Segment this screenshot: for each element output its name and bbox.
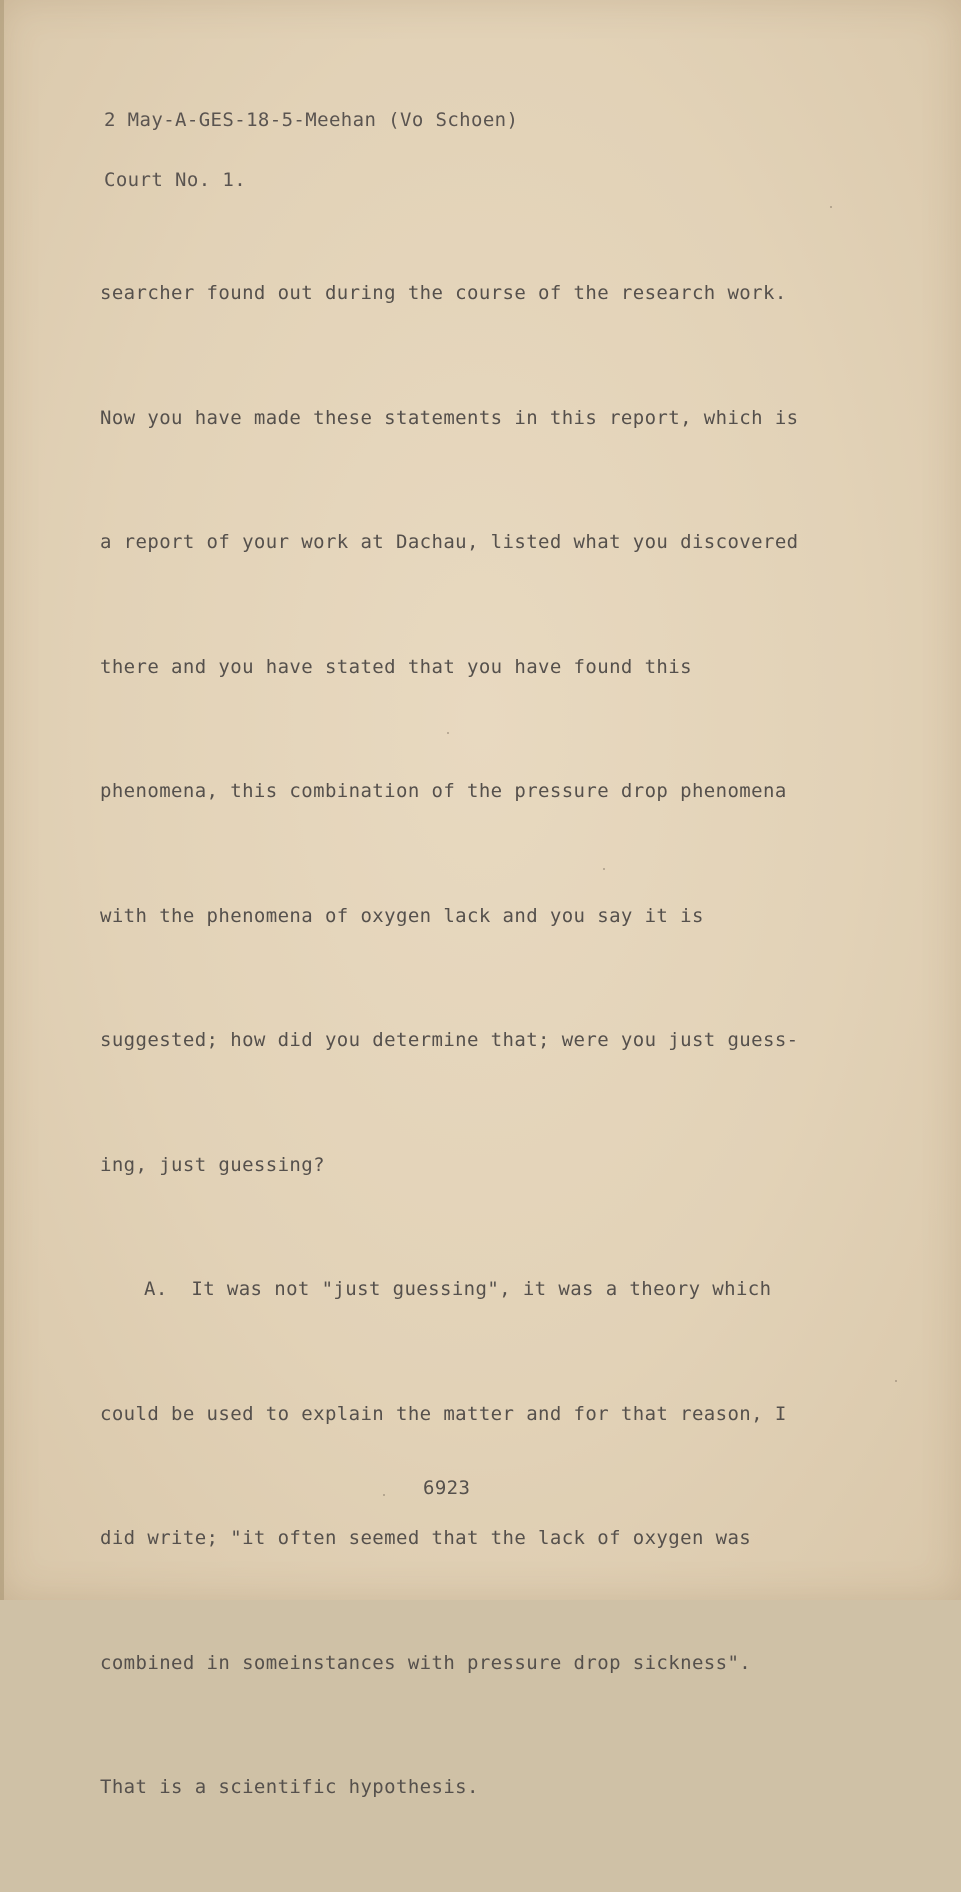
transcript-line: with the phenomena of oxygen lack and you say it is <box>100 904 704 927</box>
paper-speck <box>603 868 605 870</box>
transcript-line: a report of your work at Dachau, listed what you discovered <box>100 531 799 553</box>
paper-speck <box>830 206 832 208</box>
transcript-line: suggested; how did you determine that; were you just guess- <box>100 1029 799 1051</box>
transcript-line: Now you have made these statements in this report, which is <box>100 406 799 429</box>
transcript-line: That is a scientific hypothesis. <box>100 1776 479 1798</box>
answer-line: A. It was not "just guessing", it was a theory which <box>144 1278 772 1300</box>
transcript-body <box>100 190 920 1892</box>
transcript-line: there and you have stated that you have found this <box>100 655 692 678</box>
transcript-line: combined in someinstances with pressure drop sickness". <box>100 1651 752 1674</box>
header-court-line: Court No. 1. <box>104 169 247 191</box>
transcript-line: phenomena, this combination of the pressure drop phenomena <box>100 780 787 802</box>
paper-speck <box>895 1380 897 1382</box>
transcript-line: did write; "it often seemed that the lack of oxygen was <box>100 1527 752 1549</box>
paper-speck <box>447 732 449 734</box>
transcript-line: could be used to explain the matter and for that reason, I <box>100 1402 787 1425</box>
transcript-line: searcher found out during the course of the research work. <box>100 282 787 304</box>
page-number: 6923 <box>423 1477 471 1499</box>
paper-speck <box>383 1494 385 1496</box>
transcript-line: ing, just guessing? <box>100 1153 325 1176</box>
header-case-line: 2 May-A-GES-18-5-Meehan (Vo Schoen) <box>104 109 519 131</box>
